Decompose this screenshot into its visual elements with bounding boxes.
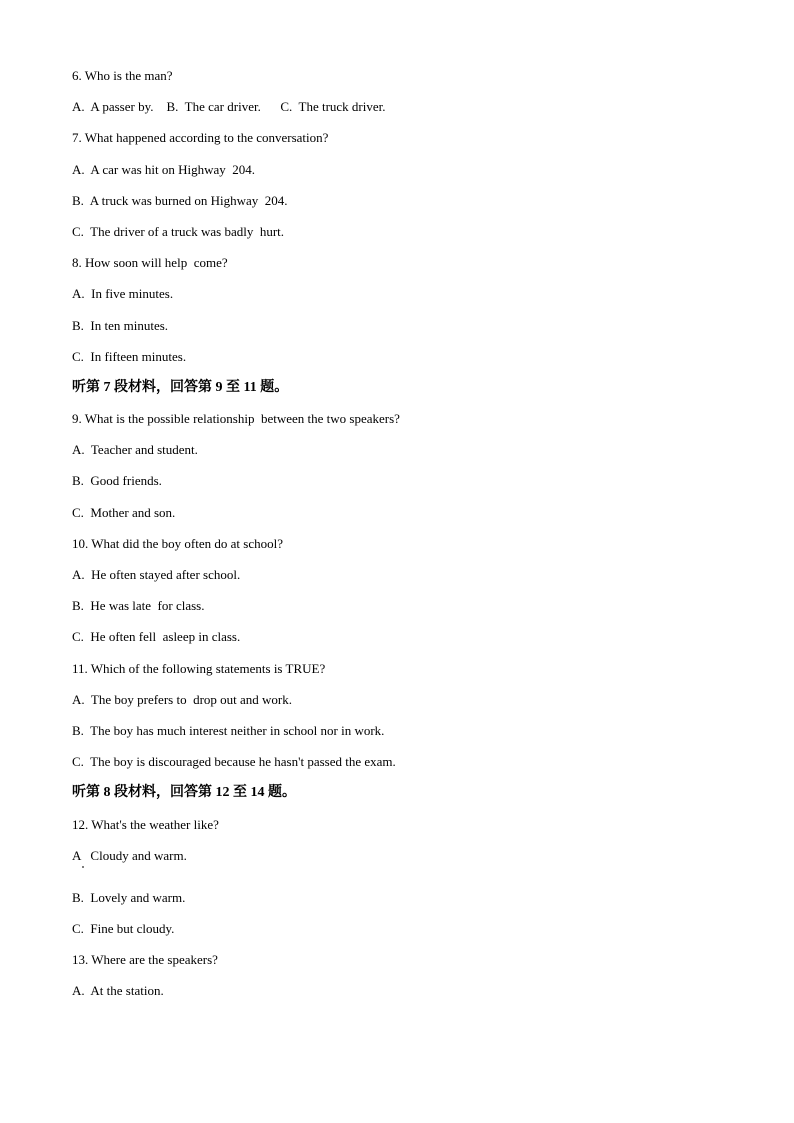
options-6: A. A passer by. B. The car driver. C. The truck driver. [72, 99, 386, 115]
document-page [72, 67, 752, 1013]
option-9c: C. Mother and son. [72, 504, 176, 520]
option-9a: A. Teacher and student. [72, 442, 198, 458]
option-12b: B. Lovely and warm. [72, 889, 186, 905]
option-12c: C. Fine but cloudy. [72, 920, 175, 936]
option-10c: C. He often fell asleep in class. [72, 629, 241, 645]
option-8c: C. In fifteen minutes. [72, 348, 187, 364]
question-8: 8. How soon will help come? [72, 255, 228, 271]
option-10b: B. He was late for class. [72, 598, 205, 614]
question-6: 6. Who is the man? [72, 68, 173, 83]
option-8a: A. In five minutes. [72, 286, 174, 302]
option-8b: B. In ten minutes. [72, 317, 169, 333]
option-7a: A. A car was hit on Highway 204. [72, 161, 256, 177]
question-10: 10. What did the boy often do at school? [72, 535, 283, 551]
option-11c: C. The boy is discouraged because he hasn't passed the exam. [72, 754, 396, 770]
section-heading-8: 听第 8 段材料，回答第 12 至 14 题。 [72, 785, 296, 801]
option-11a: A. The boy prefers to drop out and work. [72, 691, 292, 707]
question-12: 12. What's the weather like? [72, 816, 219, 832]
option-11b: B. The boy has much interest neither in school nor in work. [72, 722, 385, 738]
option-9b: B. Good friends. [72, 473, 162, 489]
question-13: 13. Where are the speakers? [72, 952, 218, 968]
question-7: 7. What happened according to the conversation? [72, 130, 329, 146]
option-13a: A. At the station. [72, 983, 164, 999]
option-7b: B. A truck was burned on Highway 204. [72, 192, 288, 208]
option-10a: A. He often stayed after school. [72, 567, 241, 582]
question-9: 9. What is the possible relationship between the two speakers? [72, 411, 400, 427]
section-heading-7: 听第 7 段材料，回答第 9 至 11 题。 [72, 379, 289, 395]
option-12a: A Cloudy and warm. [72, 847, 187, 863]
option-7c: C. The driver of a truck was badly hurt. [72, 223, 285, 239]
stray-dot-mark [82, 866, 84, 868]
question-11: 11. Which of the following statements is TRUE? [72, 660, 326, 676]
